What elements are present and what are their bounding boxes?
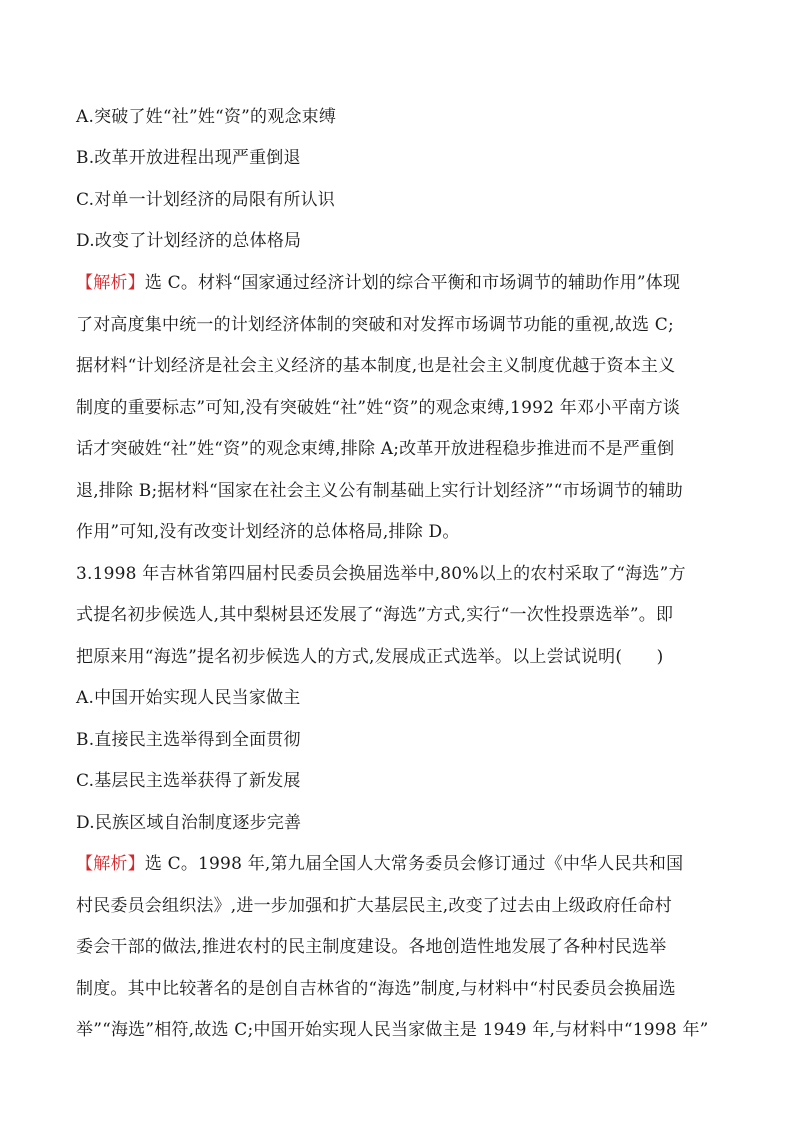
q2-analysis-line-3: 据材料“计划经济是社会主义经济的基本制度,也是社会主义制度优越于资本主义 [76, 356, 676, 376]
q3-analysis-text-1: 选 C。1998 年,第九届全国人大常务委员会修订通过《中华人民共和国 [144, 854, 684, 874]
q3-option-a: A.中国开始实现人民当家做主 [76, 688, 301, 708]
q2-option-b: B.改革开放进程出现严重倒退 [76, 148, 301, 168]
q2-analysis-tag: 【解析】 [76, 273, 145, 293]
q2-analysis-line-7: 作用”可知,没有改变计划经济的总体格局,排除 D。 [76, 522, 460, 542]
q2-analysis-line-4: 制度的重要标志”可知,没有突破姓“社”姓“资”的观念束缚,1992 年邓小平南方谈 [76, 398, 681, 418]
q2-analysis-line-1 [76, 272, 718, 294]
q3-analysis-line-2: 村民委员会组织法》,进一步加强和扩大基层民主,改变了过去由上级政府任命村 [76, 896, 673, 916]
q3-analysis-line-3: 委会干部的做法,推进农村的民主制度建设。各地创造性地发展了各种村民选举 [76, 937, 667, 957]
q3-stem-line-3: 把原来用“海选”提名初步候选人的方式,发展成正式选举。以上尝试说明( ) [76, 647, 664, 667]
q2-analysis-line-2: 了对高度集中统一的计划经济体制的突破和对发挥市场调节功能的重视,故选 C; [76, 315, 674, 335]
q3-stem-line-1: 3.1998 年吉林省第四届村民委员会换届选举中,80%以上的农村采取了“海选”方 [76, 564, 686, 584]
q3-option-b: B.直接民主选举得到全面贯彻 [76, 730, 301, 750]
q3-analysis-tag: 【解析】 [76, 854, 145, 874]
q2-analysis-line-5: 话才突破姓“社”姓“资”的观念束缚,排除 A;改革开放进程稳步推进而不是严重倒 [76, 439, 675, 459]
q2-option-c: C.对单一计划经济的局限有所认识 [76, 190, 336, 210]
q3-option-c: C.基层民主选举获得了新发展 [76, 771, 301, 791]
q2-analysis-text-1: 选 C。材料“国家通过经济计划的综合平衡和市场调节的辅助作用”体现 [144, 273, 681, 293]
q3-analysis-line-4: 制度。其中比较著名的是创自吉林省的“海选”制度,与材料中“村民委员会换届选 [76, 979, 676, 999]
q2-option-d: D.改变了计划经济的总体格局 [76, 231, 302, 251]
q3-analysis-line-1 [76, 853, 718, 875]
q3-stem-line-2: 式提名初步候选人,其中梨树县还发展了“海选”方式,实行“一次性投票选举”。即 [76, 605, 674, 625]
q3-option-d: D.民族区域自治制度逐步完善 [76, 813, 302, 833]
q2-option-a: A.突破了姓“社”姓“资”的观念束缚 [76, 107, 337, 127]
q3-analysis-line-5: 举”“海选”相符,故选 C;中国开始实现人民当家做主是 1949 年,与材料中“1998 年” [76, 1020, 709, 1040]
q2-analysis-line-6: 退,排除 B;据材料“国家在社会主义公有制基础上实行计划经济”“市场调节的辅助 [76, 481, 683, 501]
